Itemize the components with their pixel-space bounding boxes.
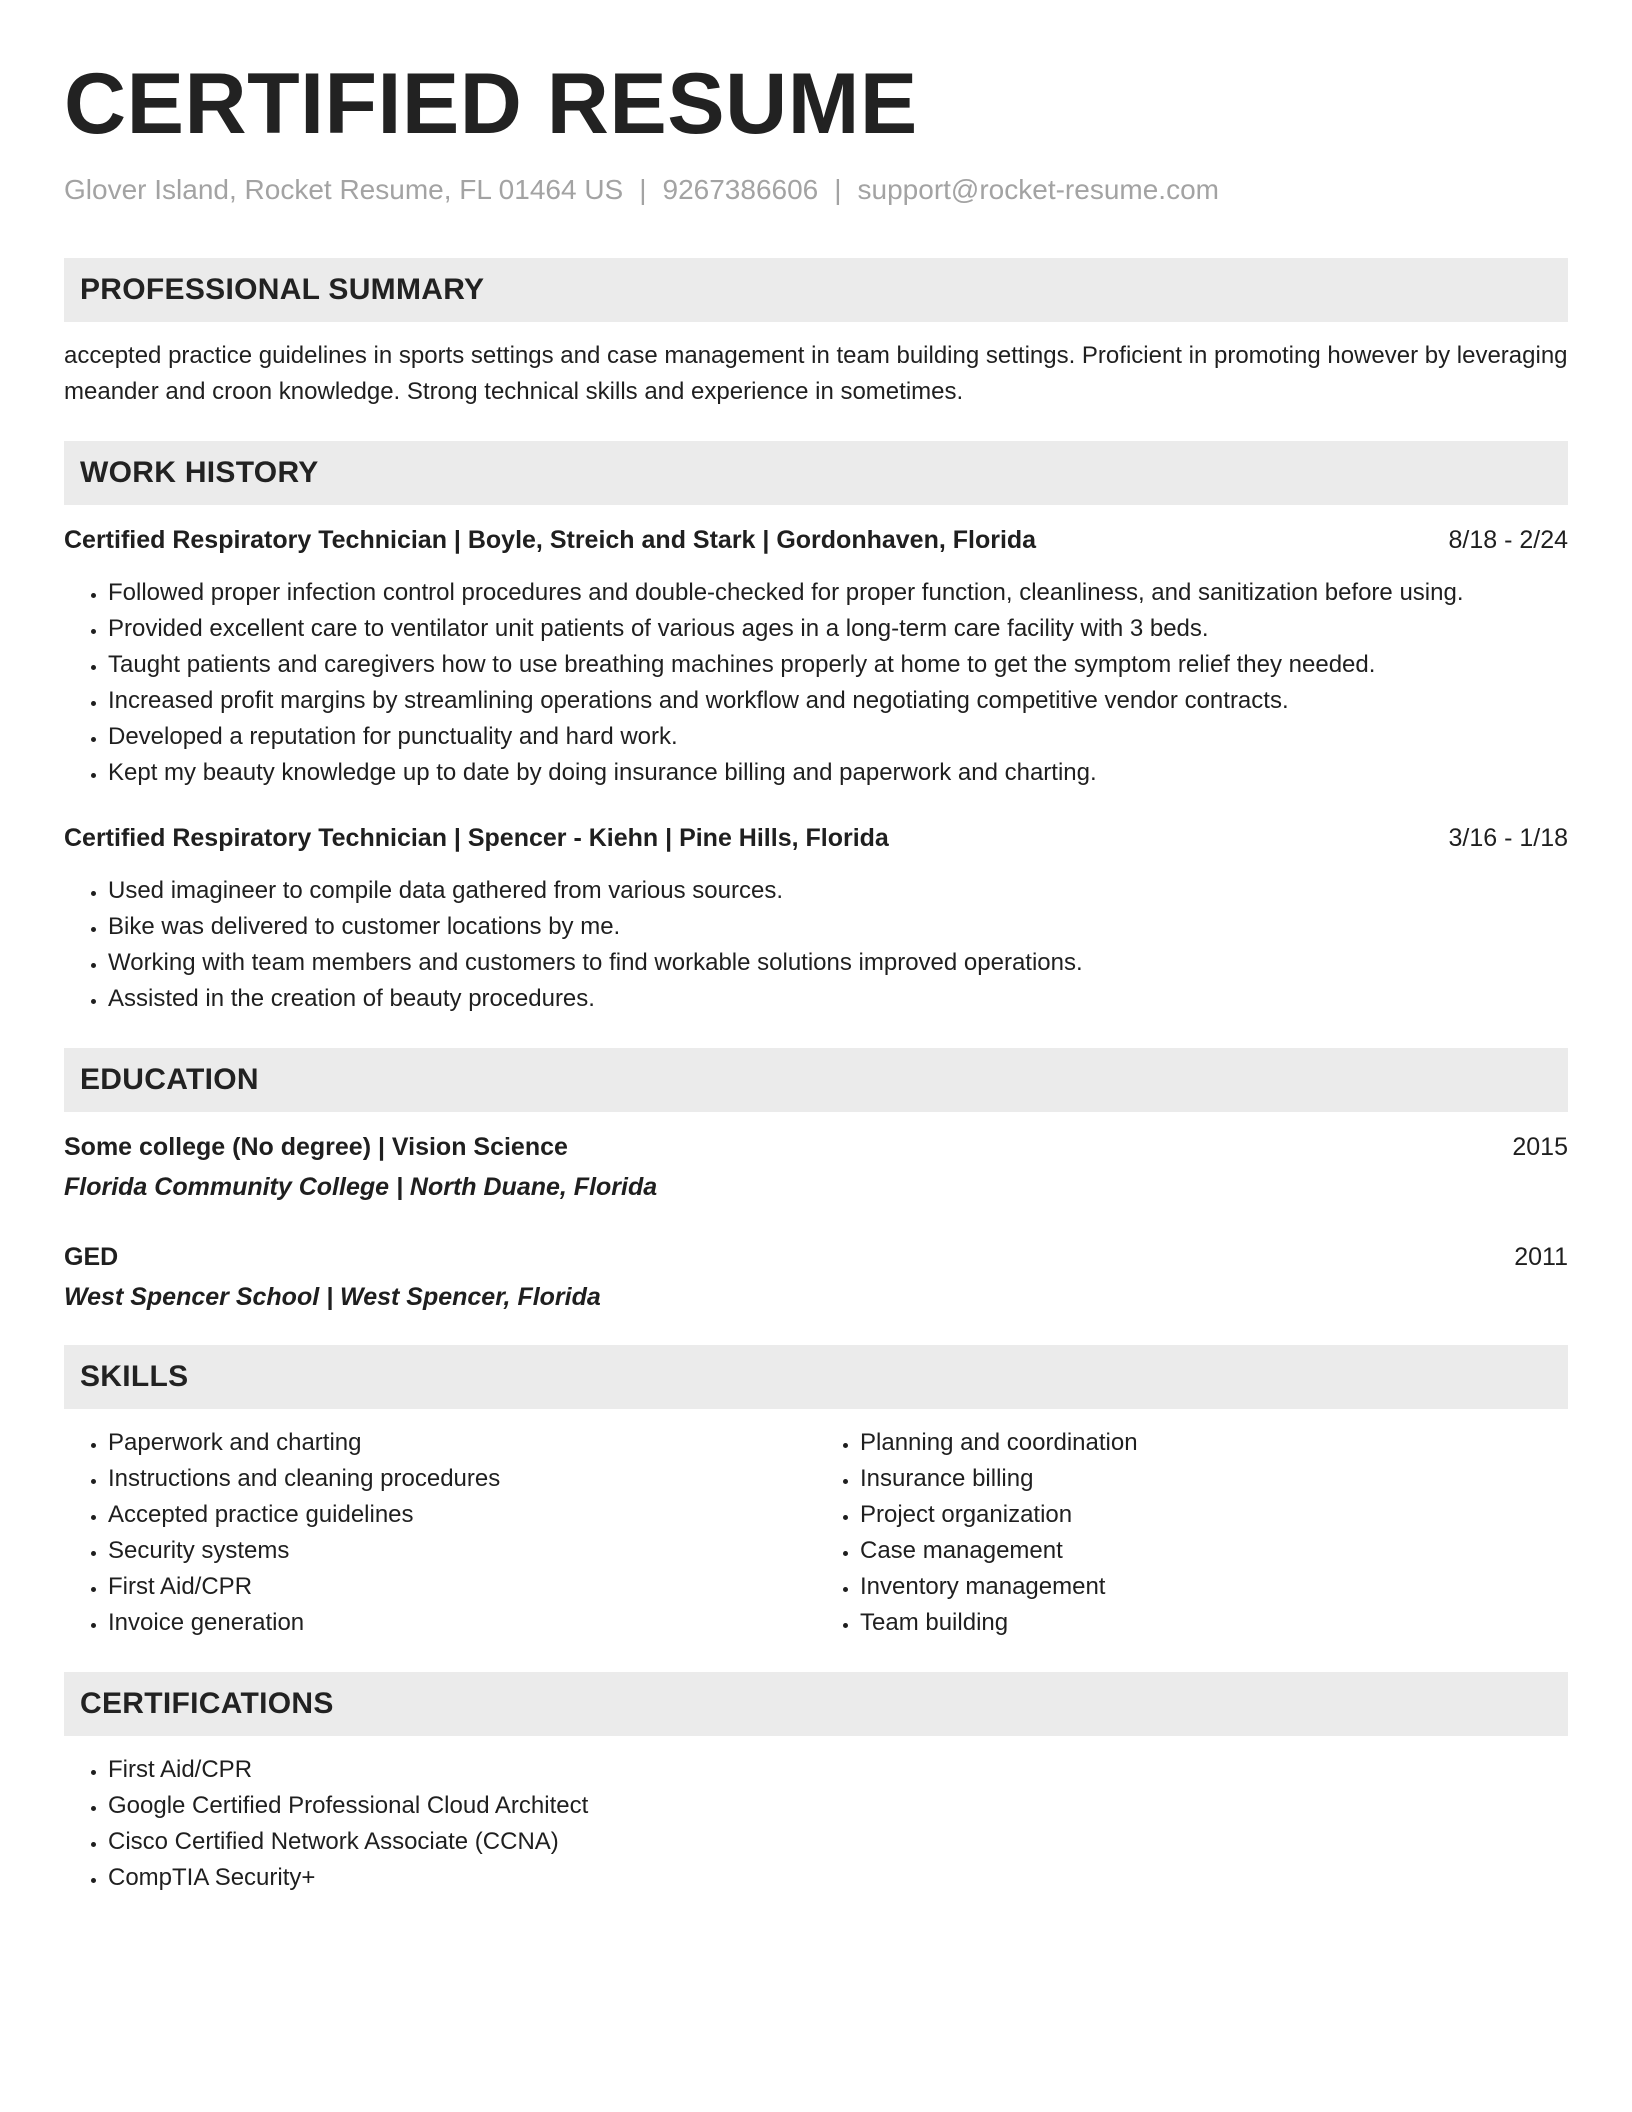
skill-item: • Security systems [108, 1533, 816, 1569]
resume-name: CERTIFIED RESUME [64, 56, 918, 152]
skill-item: • First Aid/CPR [108, 1569, 816, 1605]
section-heading-skills: SKILLS [64, 1345, 1568, 1409]
skill-item: • Planning and coordination [860, 1425, 1568, 1461]
job-bullets [64, 575, 1568, 791]
summary-text: accepted practice guidelines in sports settings and case management in team building settings. Proficient in promoting however by leveraging meander and croon knowledge. Strong technical skills and experience in sometimes. [64, 342, 1568, 405]
job-bullets [64, 873, 1568, 1017]
section-heading-summary: PROFESSIONAL SUMMARY [64, 258, 1568, 322]
certification-item: • Cisco Certified Network Associate (CCNA) [108, 1824, 1568, 1860]
education-school: Florida Community College | North Duane, Florida [64, 1173, 658, 1201]
skill-item: • Invoice generation [108, 1605, 816, 1641]
skill-item: • Instructions and cleaning procedures [108, 1461, 816, 1497]
section-heading-education: EDUCATION [64, 1048, 1568, 1112]
job-dates: 3/16 - 1/18 [1448, 824, 1568, 852]
certification-item: • First Aid/CPR [108, 1752, 1568, 1788]
education-school: West Spencer School | West Spencer, Florida [64, 1283, 601, 1311]
skill-item: • Insurance billing [860, 1461, 1568, 1497]
job-bullet: • Working with team members and customers to find workable solutions improved operations. [108, 945, 1568, 981]
contact-separator: | [834, 174, 842, 205]
skill-item: • Project organization [860, 1497, 1568, 1533]
job-dates: 8/18 - 2/24 [1448, 526, 1568, 554]
job-bullet: • Developed a reputation for punctuality and hard work. [108, 719, 1568, 755]
skills-list [64, 1425, 1568, 1641]
education-degree: GED [64, 1243, 119, 1271]
job-bullet: • Assisted in the creation of beauty procedures. [108, 981, 1568, 1017]
certification-item: • CompTIA Security+ [108, 1860, 1568, 1896]
skills-column-left [64, 1425, 816, 1641]
skill-item: • Accepted practice guidelines [108, 1497, 816, 1533]
job-bullet: • Kept my beauty knowledge up to date by doing insurance billing and paperwork and charting. [108, 755, 1568, 791]
job-entry-header [64, 523, 1568, 557]
job-bullet: • Increased profit margins by streamlining operations and workflow and negotiating competitive vendor contracts. [108, 683, 1568, 719]
skill-item: • Paperwork and charting [108, 1425, 816, 1461]
skills-column-right [816, 1425, 1568, 1641]
job-title: Certified Respiratory Technician | Spencer - Kiehn | Pine Hills, Florida [64, 824, 889, 852]
contact-phone: 9267386606 [662, 174, 819, 205]
certifications-list [64, 1752, 1568, 1896]
job-title: Certified Respiratory Technician | Boyle, Streich and Stark | Gordonhaven, Florida [64, 526, 1037, 554]
skill-item: • Team building [860, 1605, 1568, 1641]
job-bullet: • Used imagineer to compile data gathered from various sources. [108, 873, 1568, 909]
education-year: 2011 [1514, 1243, 1568, 1271]
job-bullet: • Bike was delivered to customer locations by me. [108, 909, 1568, 945]
skill-item: • Case management [860, 1533, 1568, 1569]
contact-email: support@rocket-resume.com [857, 174, 1219, 205]
job-entry-header [64, 821, 1568, 855]
job-bullet: • Provided excellent care to ventilator unit patients of various ages in a long-term care facility with 3 beds. [108, 611, 1568, 647]
contact-address: Glover Island, Rocket Resume, FL 01464 US [64, 174, 624, 205]
skill-item: • Inventory management [860, 1569, 1568, 1605]
education-entry [64, 1240, 1568, 1314]
education-year: 2015 [1512, 1133, 1568, 1161]
section-heading-work-history: WORK HISTORY [64, 441, 1568, 505]
education-entry [64, 1130, 1568, 1204]
section-heading-certifications: CERTIFICATIONS [64, 1672, 1568, 1736]
education-degree: Some college (No degree) | Vision Science [64, 1133, 568, 1161]
job-bullet: • Taught patients and caregivers how to use breathing machines properly at home to get the symptom relief they needed. [108, 647, 1568, 683]
contact-line [64, 172, 1568, 208]
certification-item: • Google Certified Professional Cloud Architect [108, 1788, 1568, 1824]
job-bullet: • Followed proper infection control procedures and double-checked for proper function, cleanliness, and sanitization before using. [108, 575, 1568, 611]
contact-separator: | [639, 174, 647, 205]
